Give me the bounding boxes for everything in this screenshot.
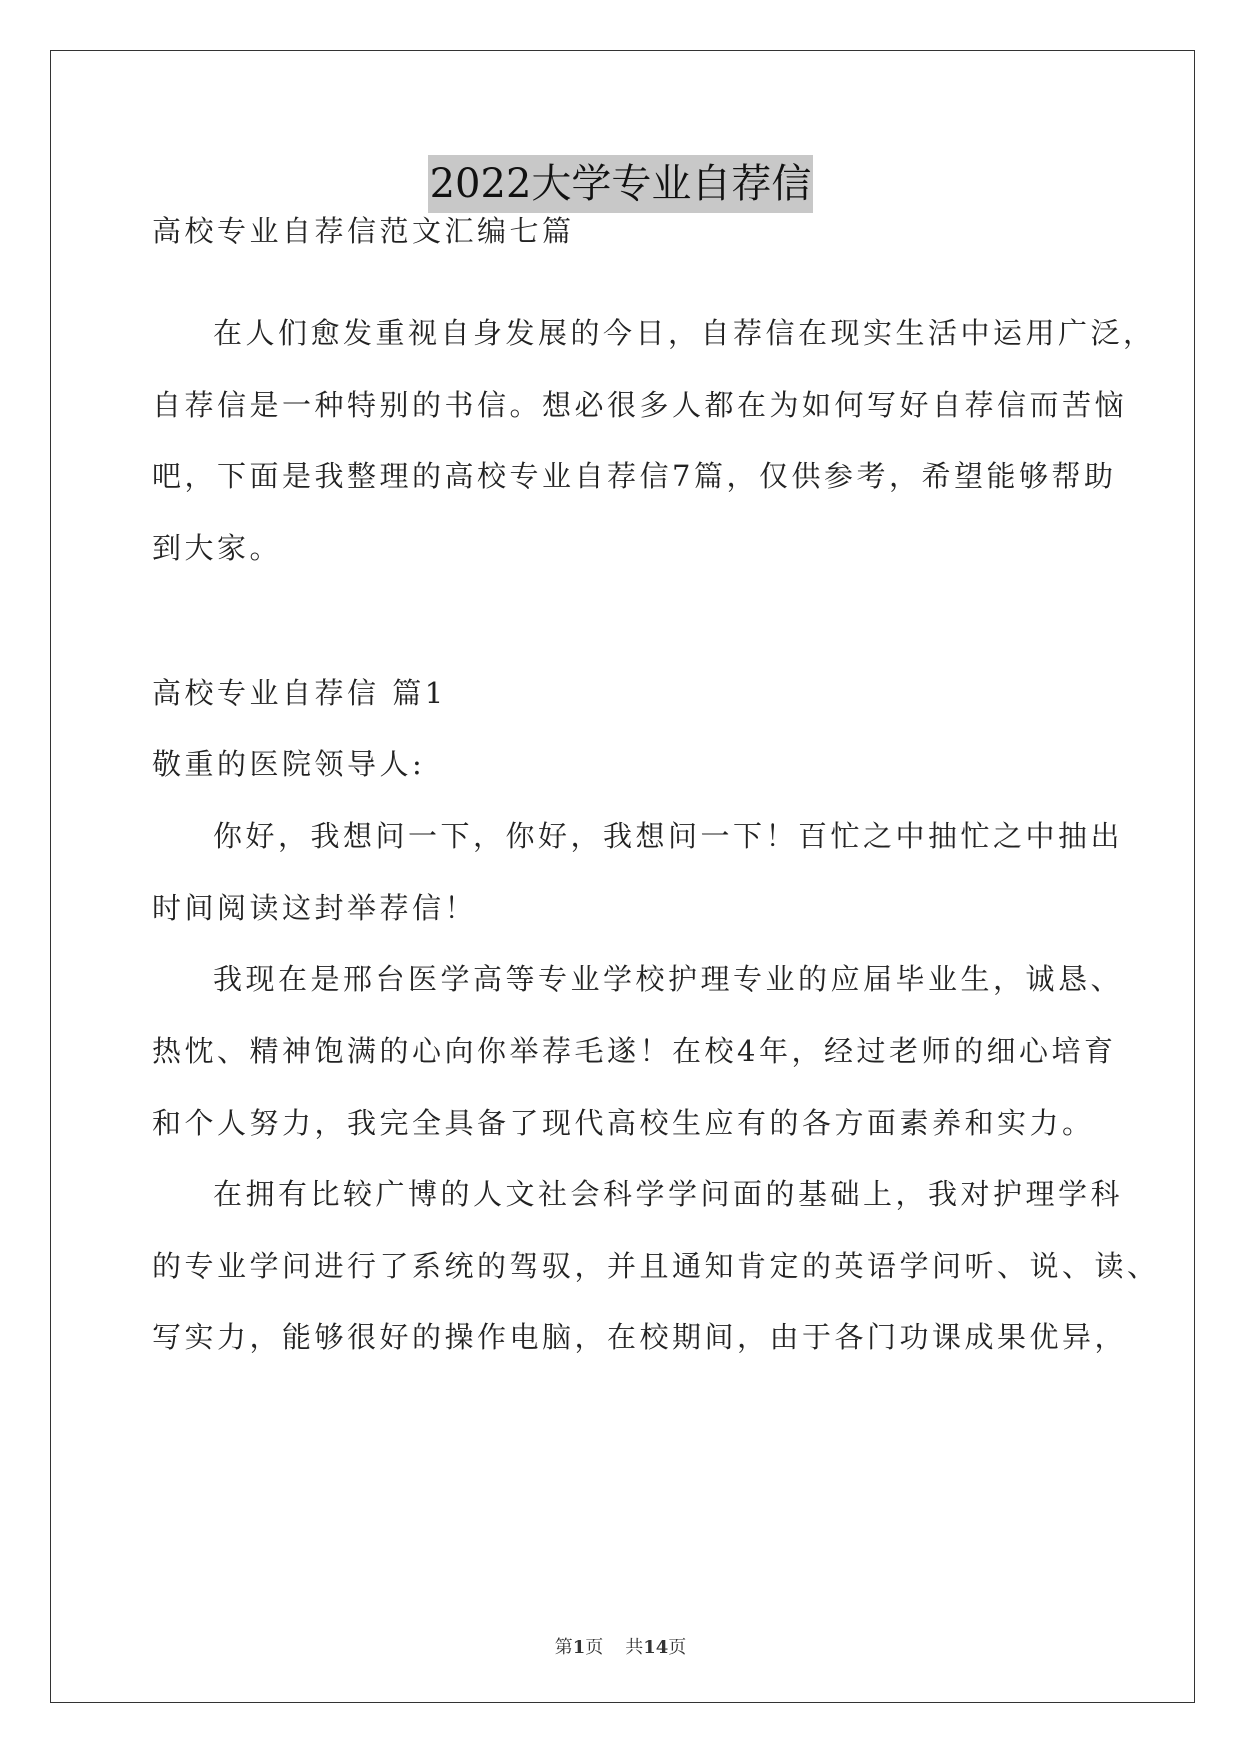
body-line: 时间阅读这封举荐信！ <box>152 891 478 925</box>
body-line: 和个人努力，我完全具备了现代高校生应有的各方面素养和实力。 <box>152 1106 1095 1140</box>
footer-page-prefix: 第 <box>554 1637 573 1658</box>
document-title: 2022大学专业自荐信 <box>428 155 814 213</box>
body-line: 的专业学问进行了系统的驾驭，并且通知肯定的英语学问听、说、读、 <box>152 1249 1160 1283</box>
body-line: 热忱、精神饱满的心向你举荐毛遂！在校4年，经过老师的细心培育 <box>152 1034 1117 1068</box>
intro-line: 自荐信是一种特别的书信。想必很多人都在为如何写好自荐信而苦恼 <box>152 388 1128 422</box>
intro-line: 吧，下面是我整理的高校专业自荐信7篇，仅供参考，希望能够帮助 <box>152 459 1117 493</box>
document-subtitle: 高校专业自荐信范文汇编七篇 <box>152 214 575 248</box>
footer-page-suffix: 页 <box>585 1637 604 1658</box>
footer-total-prefix: 共 <box>625 1637 644 1658</box>
body-line: 写实力，能够很好的操作电脑，在校期间，由于各门功课成果优异， <box>152 1320 1128 1354</box>
salutation: 敬重的医院领导人: <box>152 747 426 781</box>
page-footer <box>0 1633 1241 1659</box>
title-wrap <box>0 155 1241 213</box>
section-heading: 高校专业自荐信 篇1 <box>152 676 447 710</box>
intro-line: 在人们愈发重视自身发展的今日，自荐信在现实生活中运用广泛， <box>213 316 1156 350</box>
body-line: 我现在是邢台医学高等专业学校护理专业的应届毕业生，诚恳、 <box>213 962 1124 996</box>
page-frame <box>50 50 1195 1703</box>
footer-total-pages: 14 <box>643 1637 669 1658</box>
body-line: 在拥有比较广博的人文社会科学学问面的基础上，我对护理学科 <box>213 1177 1124 1211</box>
intro-line: 到大家。 <box>152 531 283 565</box>
footer-total-suffix: 页 <box>668 1637 687 1658</box>
footer-page-number: 1 <box>572 1637 586 1658</box>
body-line: 你好，我想问一下，你好，我想问一下！百忙之中抽忙之中抽出 <box>213 819 1124 853</box>
